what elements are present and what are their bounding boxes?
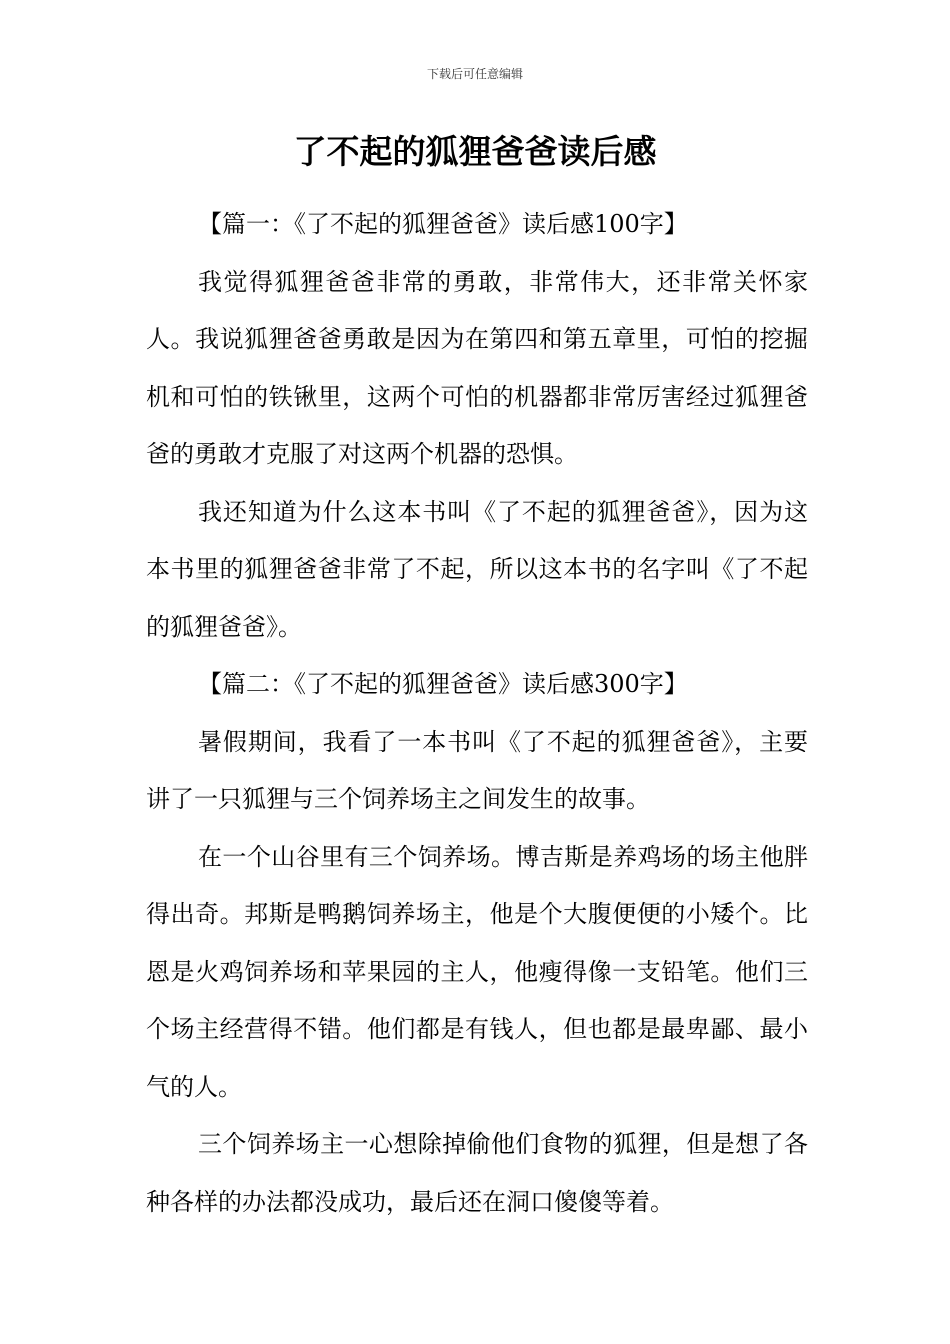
section-heading-2: 【篇二：《了不起的狐狸爸爸》读后感300字】 [198, 670, 688, 698]
paragraph: 三个饲养场主一心想除掉偷他们食物的狐狸，但是想了各种各样的办法都没成功，最后还在洞口傻傻等着。 [146, 1130, 808, 1216]
paragraph: 暑假期间，我看了一本书叫《了不起的狐狸爸爸》，主要讲了一只狐狸与三个饲养场主之间发生的故事。 [146, 727, 808, 813]
section-heading-1: 【篇一：《了不起的狐狸爸爸》读后感100字】 [198, 210, 688, 238]
header-note: 下载后可任意编辑 [426, 67, 523, 81]
paragraph: 我觉得狐狸爸爸非常的勇敢，非常伟大，还非常关怀家人。我说狐狸爸爸勇敢是因为在第四和第五章里，可怕的挖掘机和可怕的铁锹里，这两个可怕的机器都非常厉害经过狐狸爸爸的勇敢才克服了对这两个机器的恐惧。 [146, 267, 808, 468]
document-body [146, 196, 808, 1231]
paragraph: 我还知道为什么这本书叫《了不起的狐狸爸爸》，因为这本书里的狐狸爸爸非常了不起，所以这本书的名字叫《了不起的狐狸爸爸》。 [146, 497, 808, 641]
paragraph: 在一个山谷里有三个饲养场。博吉斯是养鸡场的场主他胖得出奇。邦斯是鸭鹅饲养场主，他是个大腹便便的小矮个。比恩是火鸡饲养场和苹果园的主人，他瘦得像一支铅笔。他们三个场主经营得不错。他们都是有钱人，但也都是最卑鄙、最小气的人。 [146, 842, 808, 1101]
document-title: 了不起的狐狸爸爸读后感 [293, 132, 657, 171]
